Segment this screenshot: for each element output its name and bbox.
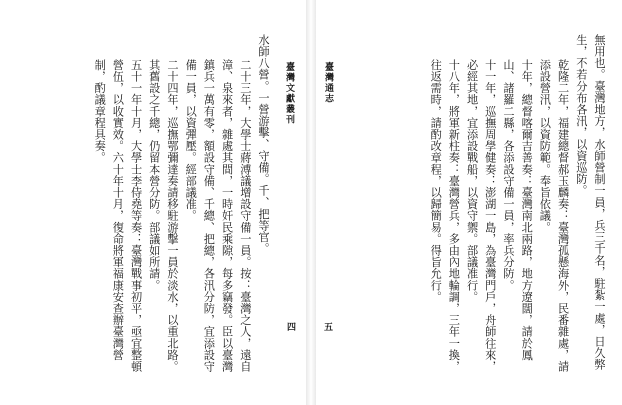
right-paragraph-4: 十一年，巡撫周學健奏：澎湖一島，為臺灣門戶，舟師往來，必經其地，宜添設戰船，以資守禦。部議准行。 <box>465 58 497 372</box>
left-page-body <box>14 34 272 379</box>
left-paragraph-3: 二十四年，巡撫鄂彌達奏請移駐游擊一員於淡水，以重北路。其舊設之千總，仍留本營分防。部議如所請。 <box>147 58 179 372</box>
book-gutter <box>306 0 316 405</box>
right-page-header: 臺灣通志 <box>323 62 333 104</box>
left-page <box>0 0 306 405</box>
right-paragraph-1: 無用也。臺灣地方，水師營制一員，兵三千名，駐紮一處，日久弊生，不若分布各汛，以資巡防。 <box>574 34 606 371</box>
right-paragraph-5: 十八年，將軍新柱奏：臺灣營兵，多由內地輪調，三年一換，往返需時，請酌改章程，以歸簡易。得旨允行。 <box>429 58 461 372</box>
right-page-body <box>330 34 608 379</box>
left-paragraph-4: 五十一年十月，大學士李侍堯等奏：臺灣戰事初平，亟宜整頓營伍，以收實效。六十年十月，復命將軍福康安查辦臺灣營制，酌議章程具奏。 <box>93 58 143 372</box>
left-paragraph-1: 水師八營。一營游擊、守備。千、把等官。 <box>257 34 270 255</box>
left-page-number: 四 <box>286 323 296 333</box>
right-paragraph-2: 乾隆二年，福建總督郝玉麟奏：臺灣孤懸海外，民番雜處，請添設營汛，以資防範。奉旨依議。 <box>538 58 570 372</box>
left-page-header: 臺灣文獻叢刊 <box>284 62 294 125</box>
right-page <box>316 0 622 405</box>
left-paragraph-2: 二十三年，大學士蔣溥議增設守備一員。按：臺灣之人，遠自漳、泉來者，雜處其間，一時奸民乘隙，每多竊發。臣以臺灣鎮兵一萬有零，額設守備、千總、把總，各汛分防，宜添設守備一員，以資彈壓。經部議准。 <box>184 58 252 372</box>
right-paragraph-3: 十年，總督喀爾吉善奏：臺灣南北兩路，地方遼闊，請於鳳山、諸羅二縣，各添設守備一員，率兵分防。 <box>501 58 534 361</box>
right-page-number: 五 <box>324 323 334 333</box>
